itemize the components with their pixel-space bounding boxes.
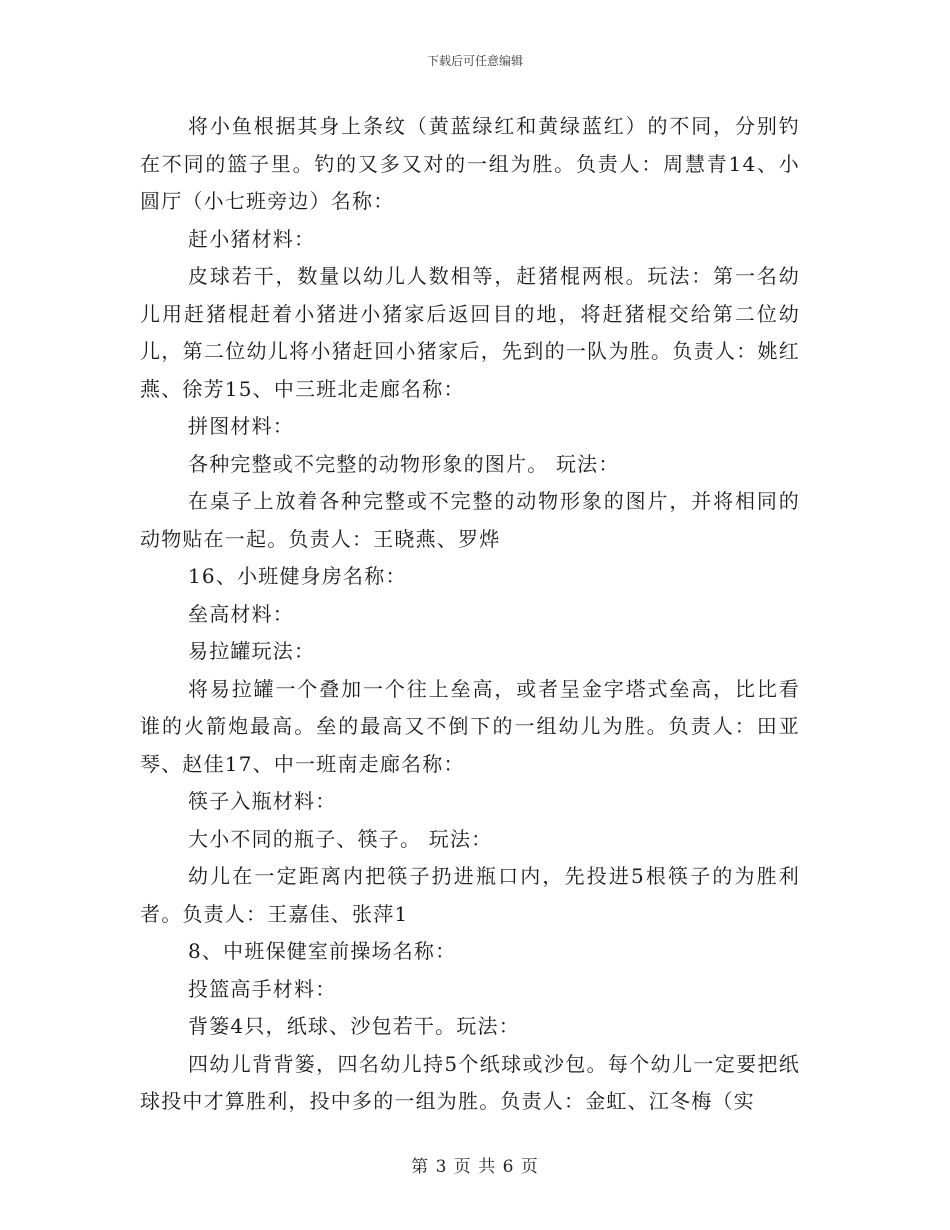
- paragraph: 皮球若干，数量以幼儿人数相等，赶猪棍两根。玩法：第一名幼儿用赶猪棍赶着小猪进小猪家后返回目的地，将赶猪棍交给第二位幼儿，第二位幼儿将小猪赶回小猪家后，先到的一队为胜。负责人：姚红燕、徐芳15、中三班北走廊名称：: [140, 264, 800, 401]
- paragraph: 筷子入瓶材料：: [188, 789, 337, 813]
- paragraph: 8、中班保健室前操场名称：: [188, 939, 457, 963]
- paragraph: 16、小班健身房名称：: [188, 564, 407, 588]
- page-number-footer: 第 3 页 共 6 页: [411, 1157, 539, 1177]
- paragraph: 幼儿在一定距离内把筷子扔进瓶口内，先投进5根筷子的为胜利者。负责人：王嘉佳、张萍1: [140, 864, 800, 926]
- paragraph: 四幼儿背背篓，四名幼儿持5个纸球或沙包。每个幼儿一定要把纸球投中才算胜利，投中多的一组为胜。负责人：金虹、江冬梅（实: [140, 1051, 800, 1113]
- paragraph: 将小鱼根据其身上条纹（黄蓝绿红和黄绿蓝红）的不同，分别钓在不同的篮子里。钓的又多又对的一组为胜。负责人：周慧青14、小圆厅（小七班旁边）名称：: [140, 114, 800, 213]
- document-body: [140, 108, 800, 1121]
- page-header: 下载后可任意编辑: [426, 54, 523, 68]
- paragraph: 大小不同的瓶子、筷子。 玩法：: [188, 826, 493, 851]
- paragraph: 背篓4只，纸球、沙包若干。玩法：: [188, 1014, 520, 1038]
- paragraph: 将易拉罐一个叠加一个往上垒高，或者呈金字塔式垒高，比比看谁的火箭炮最高。垒的最高又不倒下的一组幼儿为胜。负责人：田亚琴、赵佳17、中一班南走廊名称：: [140, 676, 800, 776]
- paragraph: 投篮高手材料：: [188, 976, 337, 1001]
- paragraph: 各种完整或不完整的动物形象的图片。 玩法：: [188, 451, 620, 476]
- paragraph: 垒高材料：: [188, 601, 294, 626]
- paragraph: 在桌子上放着各种完整或不完整的动物形象的图片，并将相同的动物贴在一起。负责人：王晓燕、罗烨: [140, 489, 800, 551]
- paragraph: 拼图材料：: [188, 414, 294, 438]
- paragraph: 易拉罐玩法：: [188, 639, 316, 663]
- paragraph: 赶小猪材料：: [188, 226, 316, 251]
